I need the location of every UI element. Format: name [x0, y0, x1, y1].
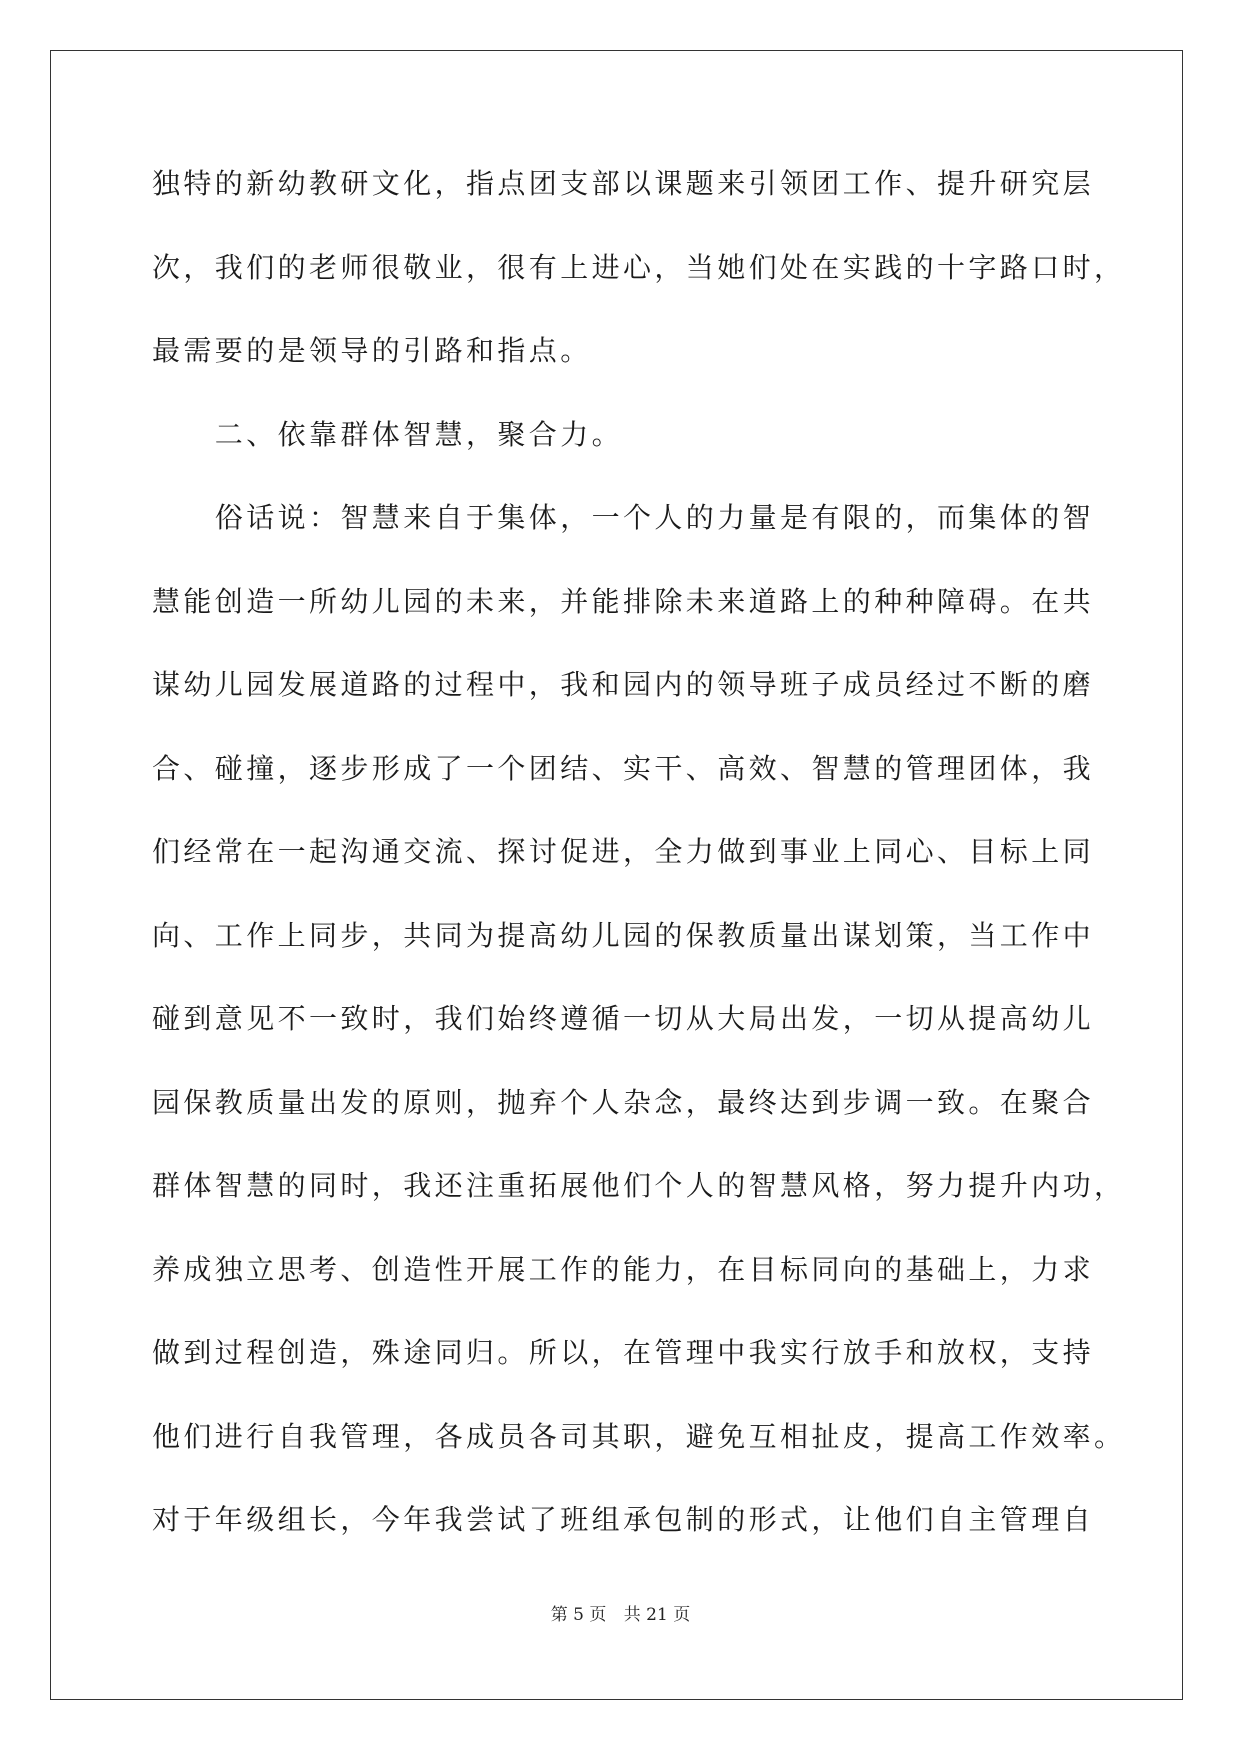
section-heading: 二、依靠群体智慧，聚合力。 [152, 417, 624, 451]
text-line: 向、工作上同步，共同为提高幼儿园的保教质量出谋划策，当工作中 [152, 918, 1095, 952]
document-body [152, 162, 1126, 1582]
text-line: 群体智慧的同时，我还注重拓展他们个人的智慧风格，努力提升内功， [152, 1169, 1126, 1202]
text-line: 谋幼儿园发展道路的过程中，我和园内的领导班子成员经过不断的磨 [152, 668, 1095, 701]
text-line: 慧能创造一所幼儿园的未来，并能排除未来道路上的种种障碍。在共 [152, 584, 1095, 618]
text-line: 养成独立思考、创造性开展工作的能力，在目标同向的基础上，力求 [152, 1252, 1095, 1286]
page-footer [0, 1600, 1241, 1625]
text-line: 做到过程创造，殊途同归。所以，在管理中我实行放手和放权，支持 [152, 1336, 1095, 1369]
text-line: 他们进行自我管理，各成员各司其职，避免互相扯皮，提高工作效率。 [152, 1419, 1126, 1453]
text-line: 独特的新幼教研文化，指点团支部以课题来引领团工作、提升研究层 [152, 167, 1095, 200]
text-line: 次，我们的老师很敬业，很有上进心，当她们处在实践的十字路口时， [152, 250, 1126, 284]
text-line: 对于年级组长，今年我尝试了班组承包制的形式，让他们自主管理自 [152, 1503, 1095, 1536]
text-line: 们经常在一起沟通交流、探讨促进，全力做到事业上同心、目标上同 [152, 835, 1095, 868]
text-line: 最需要的是领导的引路和指点。 [152, 334, 592, 367]
text-line: 园保教质量出发的原则，抛弃个人杂念，最终达到步调一致。在聚合 [152, 1085, 1095, 1119]
text-line: 碰到意见不一致时，我们始终遵循一切从大局出发，一切从提高幼儿 [152, 1002, 1095, 1035]
text-line: 合、碰撞，逐步形成了一个团结、实干、高效、智慧的管理团体，我 [152, 751, 1095, 785]
page-total: 共 21 页 [623, 1605, 691, 1625]
page-number: 第 5 页 [550, 1605, 607, 1625]
text-line: 俗话说：智慧来自于集体，一个人的力量是有限的，而集体的智 [152, 501, 1095, 534]
